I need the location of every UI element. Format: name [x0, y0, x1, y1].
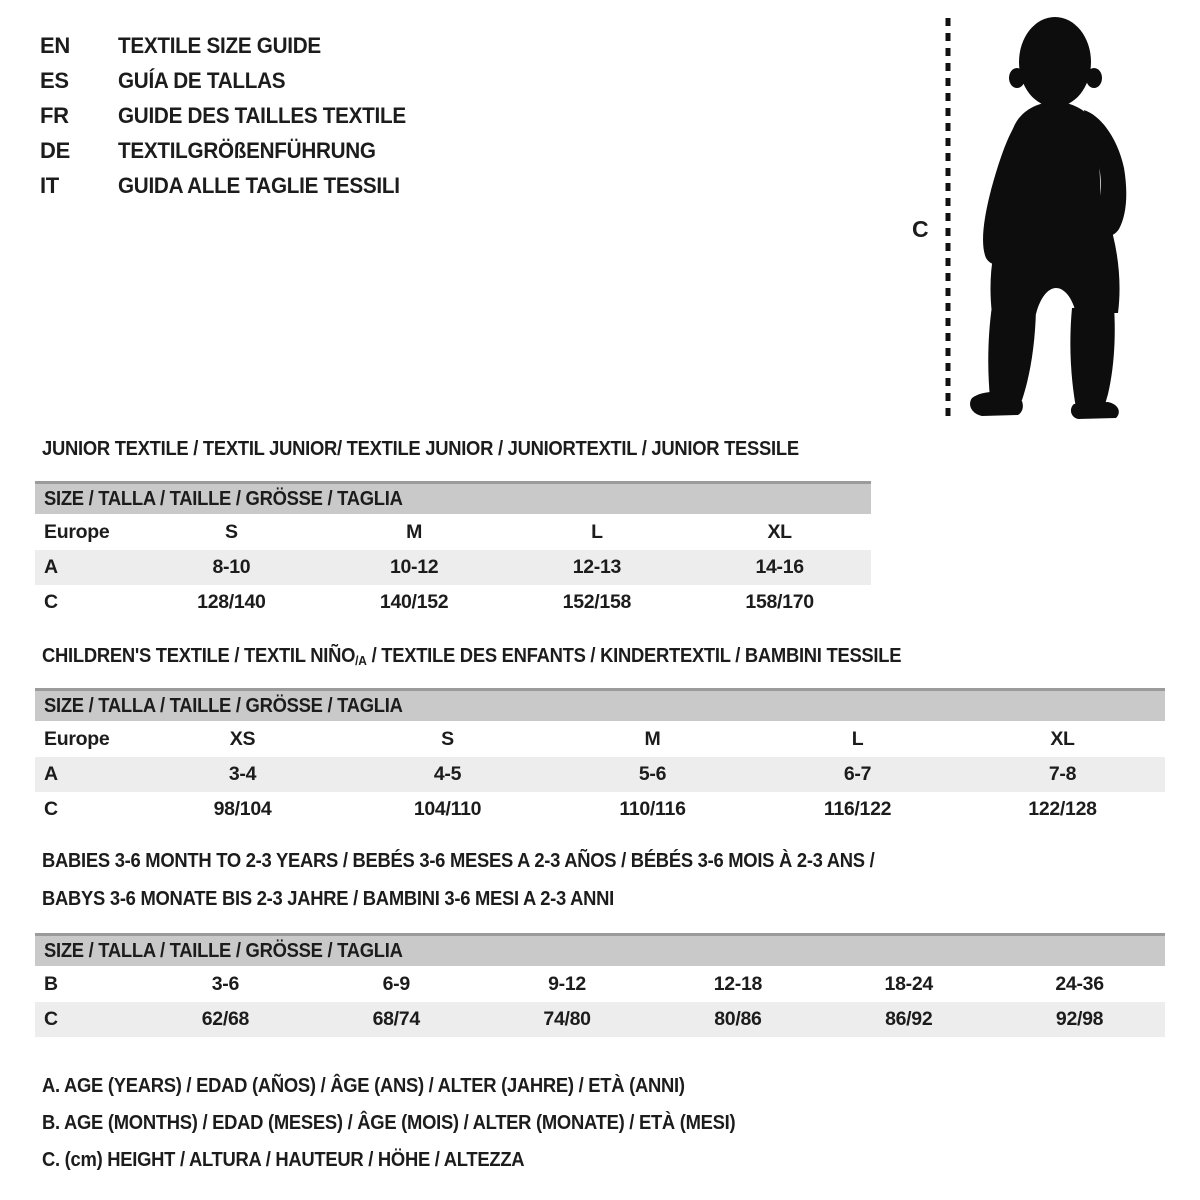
- table-row-europe: [35, 515, 871, 550]
- height-cell: 92/98: [1055, 1008, 1104, 1030]
- table-row-age-years: [35, 550, 871, 585]
- language-row-de: [40, 133, 424, 168]
- size-cell: S: [441, 728, 454, 750]
- age-cell: 12-13: [572, 556, 622, 578]
- row-label: A: [44, 556, 58, 578]
- legend-line-b: B. AGE (MONTHS) / EDAD (MESES) / ÂGE (MOIS) / ALTER (MONATE) / ETÀ (MESI): [42, 1112, 736, 1134]
- age-cell: 8-10: [212, 556, 251, 578]
- language-code: DE: [40, 137, 70, 163]
- guide-title-it: GUIDA ALLE TAGLIE TESSILI: [118, 172, 400, 198]
- table-row-europe: [35, 722, 1165, 757]
- language-row-es: [40, 63, 424, 98]
- measure-legend: [42, 1068, 796, 1179]
- language-code: ES: [40, 67, 69, 93]
- size-cell: XL: [767, 521, 792, 543]
- height-cell: 152/158: [562, 591, 632, 613]
- guide-title-es: GUÍA DE TALLAS: [118, 67, 286, 93]
- language-row-en: [40, 28, 424, 63]
- table-row-height: [35, 792, 1165, 827]
- children-title-main: CHILDREN'S TEXTILE / TEXTIL NIÑO: [42, 645, 356, 667]
- size-header-band: [35, 481, 871, 514]
- size-header-label: SIZE / TALLA / TAILLE / GRÖSSE / TAGLIA: [44, 939, 403, 962]
- age-cell: 24-36: [1055, 973, 1104, 995]
- height-cell: 110/116: [619, 798, 686, 820]
- height-cell: 80/86: [714, 1008, 762, 1030]
- junior-section-title: JUNIOR TEXTILE / TEXTIL JUNIOR/ TEXTILE JUNIOR / JUNIORTEXTIL / JUNIOR TESSILE: [42, 438, 799, 460]
- table-row-age-months: [35, 967, 1165, 1002]
- age-cell: 3-4: [228, 763, 257, 785]
- row-label: C: [44, 591, 58, 613]
- height-cell: 116/122: [823, 798, 892, 820]
- height-measure-line: [944, 18, 952, 416]
- height-cell: 68/74: [372, 1008, 420, 1030]
- height-cell: 98/104: [213, 798, 272, 820]
- row-label: C: [44, 798, 58, 820]
- size-cell: L: [591, 521, 603, 543]
- age-cell: 7-8: [1048, 763, 1077, 785]
- guide-title-en: TEXTILE SIZE GUIDE: [118, 32, 321, 58]
- size-header-band: [35, 688, 1165, 721]
- table-row-age-years: [35, 757, 1165, 792]
- language-title-list: [40, 28, 424, 203]
- size-cell: M: [644, 728, 661, 750]
- guide-title-fr: GUIDE DES TAILLES TEXTILE: [118, 102, 406, 128]
- language-code: IT: [40, 172, 59, 198]
- height-cell: 140/152: [379, 591, 449, 613]
- height-cell: 128/140: [197, 591, 266, 613]
- age-cell: 6-9: [382, 973, 410, 995]
- age-cell: 3-6: [211, 973, 240, 995]
- guide-title-de: TEXTILGRÖßENFÜHRUNG: [118, 137, 376, 163]
- age-cell: 12-18: [713, 973, 763, 995]
- size-cell: XS: [229, 728, 256, 750]
- babies-section-title-line1: BABIES 3-6 MONTH TO 2-3 YEARS / BEBÉS 3-6 MESES A 2-3 AÑOS / BÉBÉS 3-6 MOIS À 2-3 ANS /: [42, 850, 875, 872]
- children-title-rest: / TEXTILE DES ENFANTS / KINDERTEXTIL / BAMBINI TESSILE: [366, 645, 902, 667]
- children-size-table: [35, 688, 1165, 827]
- babies-section-title-line2: BABYS 3-6 MONATE BIS 2-3 JAHRE / BAMBINI 3-6 MESI A 2-3 ANNI: [42, 888, 614, 910]
- size-header-band: [35, 933, 1165, 966]
- size-cell: XL: [1050, 728, 1075, 750]
- age-cell: 9-12: [548, 973, 586, 995]
- height-cell: 104/110: [413, 798, 482, 820]
- row-label: Europe: [44, 728, 110, 750]
- height-cell: 122/128: [1028, 798, 1097, 820]
- age-cell: 6-7: [843, 763, 872, 785]
- row-label: B: [44, 973, 58, 995]
- legend-line-a: A. AGE (YEARS) / EDAD (AÑOS) / ÂGE (ANS) / ALTER (JAHRE) / ETÀ (ANNI): [42, 1075, 685, 1097]
- table-row-height: [35, 1002, 1165, 1037]
- junior-size-table: [35, 481, 871, 620]
- row-label: C: [44, 1008, 58, 1030]
- table-row-height: [35, 585, 871, 620]
- language-code: FR: [40, 102, 69, 128]
- size-cell: S: [225, 521, 238, 543]
- height-measure-label: C: [912, 216, 929, 242]
- language-code: EN: [40, 32, 70, 58]
- language-row-it: [40, 168, 424, 203]
- size-cell: M: [406, 521, 423, 543]
- row-label: Europe: [44, 521, 110, 543]
- height-cell: 62/68: [201, 1008, 250, 1030]
- age-cell: 5-6: [638, 763, 667, 785]
- height-cell: 74/80: [543, 1008, 591, 1030]
- age-cell: 4-5: [433, 763, 462, 785]
- height-cell: 158/170: [745, 591, 814, 613]
- baby-silhouette: [962, 16, 1146, 420]
- age-cell: 14-16: [755, 556, 804, 578]
- language-row-fr: [40, 98, 424, 133]
- height-cell: 86/92: [885, 1008, 933, 1030]
- size-cell: L: [851, 728, 864, 750]
- size-header-label: SIZE / TALLA / TAILLE / GRÖSSE / TAGLIA: [44, 487, 403, 510]
- legend-line-c: C. (cm) HEIGHT / ALTURA / HAUTEUR / HÖHE / ALTEZZA: [42, 1149, 525, 1171]
- age-cell: 10-12: [389, 556, 439, 578]
- row-label: A: [44, 763, 58, 785]
- children-title-sub: /A: [355, 653, 367, 668]
- age-cell: 18-24: [884, 973, 933, 995]
- size-header-label: SIZE / TALLA / TAILLE / GRÖSSE / TAGLIA: [44, 694, 403, 717]
- children-section-title: [42, 645, 901, 668]
- babies-size-table: [35, 933, 1165, 1037]
